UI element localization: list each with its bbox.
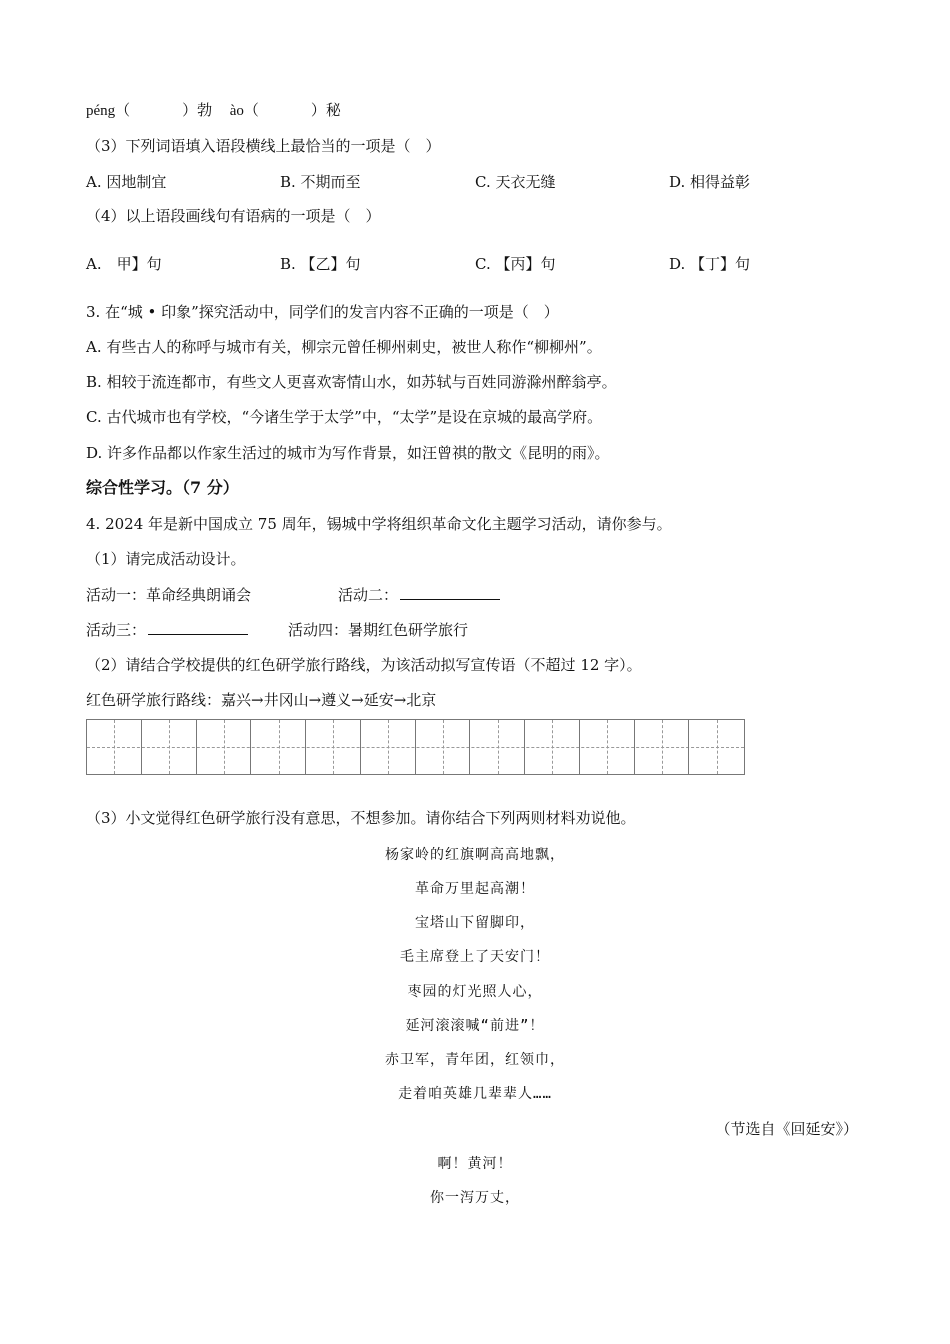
grid-cell-midline: [717, 720, 718, 774]
grid-cell[interactable]: [525, 720, 580, 774]
grid-cell[interactable]: [580, 720, 635, 774]
grid-cell[interactable]: [306, 720, 361, 774]
grid-cell[interactable]: [87, 720, 142, 774]
poem2-line: 啊！黄河！: [437, 1156, 513, 1172]
pinyin-ao-char: ）秘: [310, 103, 341, 119]
question4-sub1: （1）请完成活动设计。: [86, 550, 246, 568]
activity-3-label: 活动三：: [86, 621, 147, 639]
pinyin-peng-char: ）勃: [182, 103, 213, 119]
grid-cell[interactable]: [361, 720, 416, 774]
grid-cell[interactable]: [142, 720, 197, 774]
grid-cell-midline: [498, 720, 499, 774]
grid-cell-midline: [333, 720, 334, 774]
question4-sub3: （3）小文觉得红色研学旅行没有意思，不想参加。请你结合下列两则材料劝说他。: [86, 809, 636, 827]
q4-stem: （4）以上语段画线句有语病的一项是（ ）: [86, 207, 381, 225]
grid-cell-midline: [552, 720, 553, 774]
grid-cell[interactable]: [470, 720, 525, 774]
activity-1: 活动一：革命经典朗诵会: [86, 586, 252, 604]
pinyin-peng: péng（: [86, 103, 131, 119]
q4-option-a[interactable]: A. 甲】句: [86, 255, 162, 273]
poem1-line: 杨家岭的红旗啊高高地飘，: [385, 847, 565, 863]
route-line: 红色研学旅行路线：嘉兴→井冈山→遵义→延安→北京: [86, 691, 437, 709]
activity-3-blank[interactable]: [148, 620, 248, 635]
question3-option-d[interactable]: D. 许多作品都以作家生活过的城市为写作背景，如汪曾祺的散文《昆明的雨》。: [86, 444, 610, 462]
grid-cell-midline: [224, 720, 225, 774]
poem1-line: 枣园的灯光照人心，: [407, 984, 543, 1000]
grid-cell-midline: [388, 720, 389, 774]
grid-cell[interactable]: [251, 720, 306, 774]
poem1-line: 赤卫军，青年团，红领巾，: [385, 1052, 565, 1068]
q3-option-c[interactable]: C. 天衣无缝: [475, 173, 556, 191]
activity-3: [86, 620, 248, 640]
activity-2-blank[interactable]: [400, 585, 500, 600]
grid-cell[interactable]: [416, 720, 471, 774]
question4-stem: 4. 2024 年是新中国成立 75 周年，锡城中学将组织革命文化主题学习活动，请你参与。: [86, 515, 672, 533]
question3-option-a[interactable]: A. 有些古人的称呼与城市有关，柳宗元曾任柳州刺史，被世人称作“柳柳州”。: [86, 338, 602, 356]
poem1-line: 革命万里起高潮！: [415, 881, 535, 897]
poem1-line: 毛主席登上了天安门！: [400, 949, 550, 965]
q4-option-d[interactable]: D. 【丁】句: [669, 255, 751, 273]
question3-option-c[interactable]: C. 古代城市也有学校，“今诸生学于太学”中，“太学”是设在京城的最高学府。: [86, 408, 603, 426]
grid-cell-midline: [114, 720, 115, 774]
grid-cell-midline: [607, 720, 608, 774]
question4-sub2: （2）请结合学校提供的红色研学旅行路线，为该活动拟写宣传语（不超过 12 字）。: [86, 656, 642, 674]
grid-cell[interactable]: [635, 720, 690, 774]
question3-option-b[interactable]: B. 相较于流连都市，有些文人更喜欢寄情山水，如苏轼与百姓同游滁州醉翁亭。: [86, 373, 617, 391]
activity-4: 活动四：暑期红色研学旅行: [288, 621, 469, 639]
q4-option-c[interactable]: C. 【丙】句: [475, 255, 556, 273]
poem2-line: 你一泻万丈，: [430, 1190, 520, 1206]
section-title: 综合性学习。（7 分）: [86, 478, 239, 497]
q3-option-b[interactable]: B. 不期而至: [280, 173, 361, 191]
pinyin-line: [86, 101, 341, 121]
q3-option-d[interactable]: D. 相得益彰: [669, 173, 751, 191]
slogan-writing-grid[interactable]: [86, 719, 745, 775]
activity-2: [338, 585, 500, 605]
q4-option-b[interactable]: B. 【乙】句: [280, 255, 361, 273]
question3-stem: 3. 在“城 • 印象”探究活动中，同学们的发言内容不正确的一项是（ ）: [86, 303, 559, 321]
q3-stem: （3）下列词语填入语段横线上最恰当的一项是（ ）: [86, 137, 441, 155]
pinyin-ao: ào（: [229, 103, 259, 119]
grid-cell-midline: [662, 720, 663, 774]
grid-cell[interactable]: [197, 720, 252, 774]
q3-option-a[interactable]: A. 因地制宜: [86, 173, 167, 191]
activity-2-label: 活动二：: [338, 586, 399, 604]
poem1-line: 宝塔山下留脚印，: [415, 915, 535, 931]
grid-cell-midline: [279, 720, 280, 774]
poem1-source: （节选自《回延安》）: [715, 1120, 858, 1138]
grid-cell[interactable]: [689, 720, 744, 774]
poem1-line: 延河滚滚喊“前进”！: [405, 1018, 545, 1034]
grid-cell-midline: [169, 720, 170, 774]
poem1-line: 走着咱英雄几辈辈人……: [398, 1086, 552, 1102]
grid-cell-midline: [443, 720, 444, 774]
